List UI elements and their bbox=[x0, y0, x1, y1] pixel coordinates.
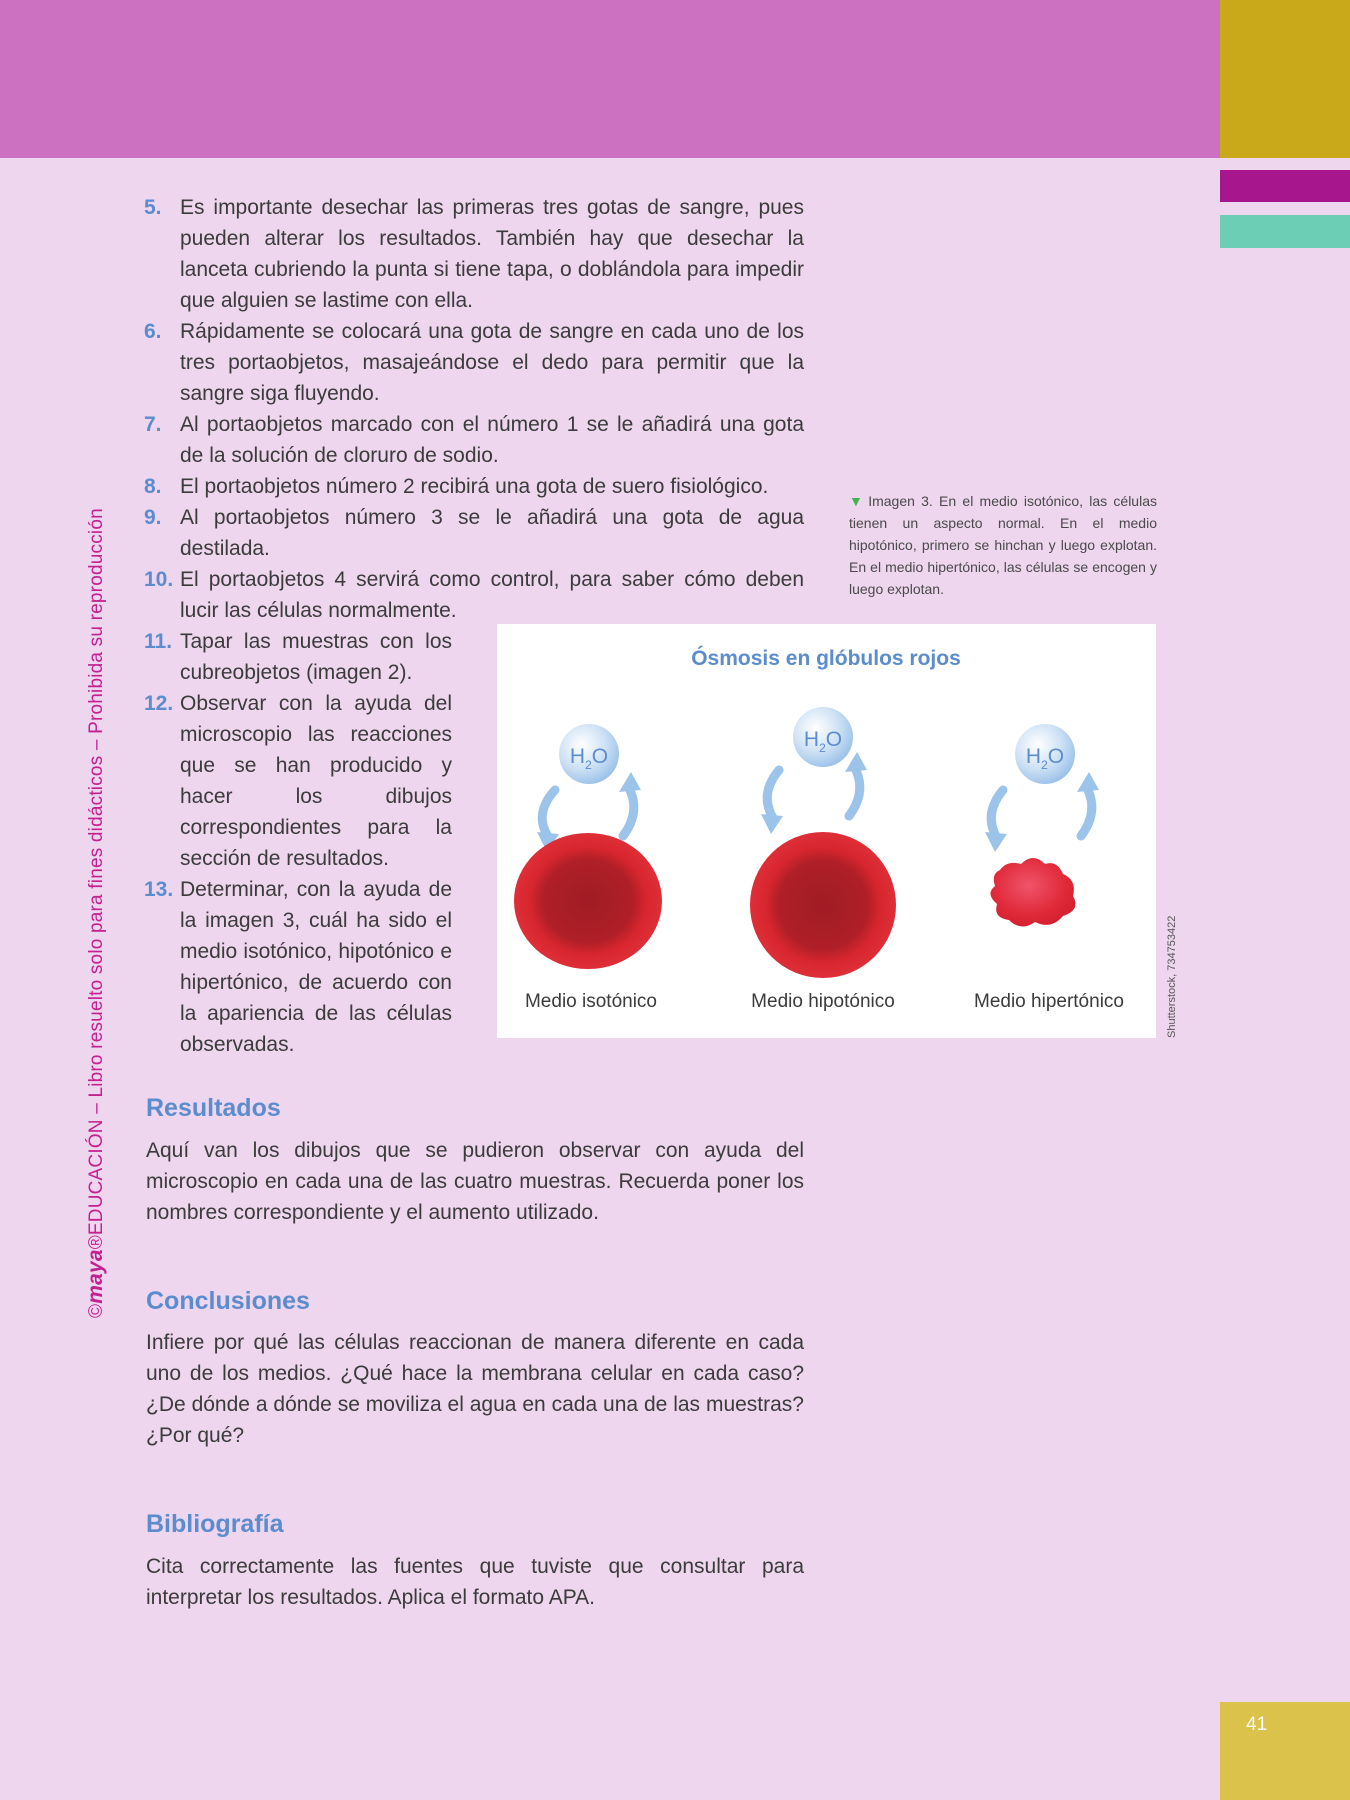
step-text: Determinar, con la ayuda de la imagen 3, cuál ha sido el medio isotónico, hipotónico e hipertónico, de acuerdo con la apariencia de las células observadas. bbox=[180, 878, 452, 1056]
step-item bbox=[144, 316, 804, 409]
bibliography-heading: Bibliografía bbox=[146, 1510, 284, 1538]
step-number: 8. bbox=[144, 475, 162, 498]
water-bubble-icon bbox=[793, 707, 853, 767]
step-text: Es importante desechar las primeras tres gotas de sangre, pues pueden alterar los resultados. También hay que desechar la lanceta cubriendo la punta si tiene tapa, o doblándola para impedir que alguien se lastime con ella. bbox=[180, 196, 804, 312]
step-item bbox=[144, 471, 804, 502]
copyright-notice bbox=[84, 508, 108, 1318]
figure-caption bbox=[849, 490, 1157, 600]
figure-title: Ósmosis en glóbulos rojos bbox=[691, 647, 961, 670]
step-number: 13. bbox=[144, 878, 174, 901]
step-item bbox=[144, 564, 804, 626]
step-text: Observar con la ayuda del microscopio las reacciones que se han producido y hacer los dibujos correspondientes para la sección de resultados. bbox=[180, 692, 452, 870]
arrow-down-icon bbox=[767, 770, 779, 818]
step-number: 5. bbox=[144, 196, 162, 219]
step-text: Al portaobjetos número 3 se le añadirá una gota de agua destilada. bbox=[180, 506, 804, 560]
step-number: 9. bbox=[144, 506, 162, 529]
copyright-text: ®EDUCACIÓN – Libro resuelto solo para fines didácticos – Prohibida su reproducción bbox=[86, 508, 107, 1250]
step-item bbox=[144, 626, 452, 688]
conclusions-heading: Conclusiones bbox=[146, 1287, 310, 1315]
panel-label: Medio hipertónico bbox=[974, 991, 1124, 1012]
header-corner-block bbox=[1220, 0, 1350, 158]
step-text: Tapar las muestras con los cubreobjetos (imagen 2). bbox=[180, 630, 452, 684]
brand-logo-text: maya bbox=[84, 1249, 107, 1304]
arrow-head bbox=[845, 752, 867, 772]
step-item bbox=[144, 688, 452, 874]
image-credit: Shutterstock, 734753422 bbox=[1166, 915, 1178, 1038]
section-tab-magenta bbox=[1220, 170, 1350, 202]
results-heading: Resultados bbox=[146, 1094, 281, 1122]
arrow-head bbox=[1077, 772, 1099, 792]
results-text: Aquí van los dibujos que se pudieron observar con ayuda del microscopio en cada una de las cuatro muestras. Recuerda poner los nombres correspondiente y el aumento utilizado. bbox=[146, 1139, 804, 1224]
water-label: $H_2O$ bbox=[569, 745, 609, 772]
copyright-symbol: © bbox=[86, 1303, 107, 1318]
water-bubble-icon bbox=[559, 724, 619, 784]
step-text: Al portaobjetos marcado con el número 1 se le añadirá una gota de la solución de cloruro de sodio. bbox=[180, 413, 804, 467]
panel-isotonic bbox=[514, 724, 662, 1012]
step-item bbox=[144, 874, 452, 1060]
step-number: 10. bbox=[144, 568, 174, 591]
panel-label: Medio isotónico bbox=[524, 991, 658, 1012]
arrow-head bbox=[619, 772, 641, 792]
arrow-head bbox=[761, 814, 783, 834]
step-text: El portaobjetos número 2 recibirá una gota de suero fisiológico. bbox=[180, 475, 769, 498]
step-item bbox=[144, 502, 804, 564]
step-number: 11. bbox=[144, 630, 173, 653]
arrow-up-icon bbox=[623, 788, 634, 836]
step-text: Rápidamente se colocará una gota de sangre en cada uno de los tres portaobjetos, masajeándose el dedo para permitir que la sangre siga fluyendo. bbox=[180, 320, 804, 405]
water-label: $H_2O$ bbox=[803, 728, 843, 755]
step-text: El portaobjetos 4 servirá como control, para saber cómo deben lucir las células normalmente. bbox=[180, 568, 804, 622]
panel-hypertonic bbox=[974, 724, 1124, 1012]
red-blood-cell-swollen-icon bbox=[750, 832, 896, 978]
arrow-down-icon bbox=[991, 790, 1003, 838]
bibliography-text: Cita correctamente las fuentes que tuviste que consultar para interpretar los resultados. Aplica el formato APA. bbox=[146, 1555, 804, 1609]
arrow-up-icon bbox=[1081, 788, 1092, 836]
step-item bbox=[144, 409, 804, 471]
water-label: $H_2O$ bbox=[1025, 745, 1065, 772]
header-band bbox=[0, 0, 1220, 158]
caption-text: Imagen 3. En el medio isotónico, las células tienen un aspecto normal. En el medio hipotónico, primero se hinchan y luego explotan. En el medio hipertónico, las células se encogen y luego explotan. bbox=[849, 493, 1157, 597]
arrow-head bbox=[985, 832, 1007, 852]
osmosis-illustration bbox=[497, 624, 1156, 1038]
step-number: 7. bbox=[144, 413, 162, 436]
step-number: 12. bbox=[144, 692, 174, 715]
water-bubble-icon bbox=[1015, 724, 1075, 784]
step-number: 6. bbox=[144, 320, 162, 343]
section-tab-teal bbox=[1220, 215, 1350, 248]
conclusions-text: Infiere por qué las células reaccionan de manera diferente en cada uno de los medios. ¿Qué hace la membrana celular en cada caso? ¿De dónde a dónde se moviliza el agua en cada una de las muestras? ¿Por qué? bbox=[146, 1331, 804, 1447]
arrow-up-icon bbox=[849, 768, 860, 816]
page-number: 41 bbox=[1246, 1714, 1268, 1735]
red-blood-cell-normal-icon bbox=[514, 833, 662, 969]
step-item bbox=[144, 192, 804, 316]
triangle-marker-icon: ▼ bbox=[849, 493, 866, 509]
panel-label: Medio hipotónico bbox=[751, 991, 895, 1012]
red-blood-cell-shrunken-icon bbox=[990, 858, 1075, 927]
panel-hypotonic bbox=[750, 707, 896, 1012]
arrow-down-icon bbox=[542, 790, 555, 838]
osmosis-figure bbox=[497, 624, 1156, 1038]
